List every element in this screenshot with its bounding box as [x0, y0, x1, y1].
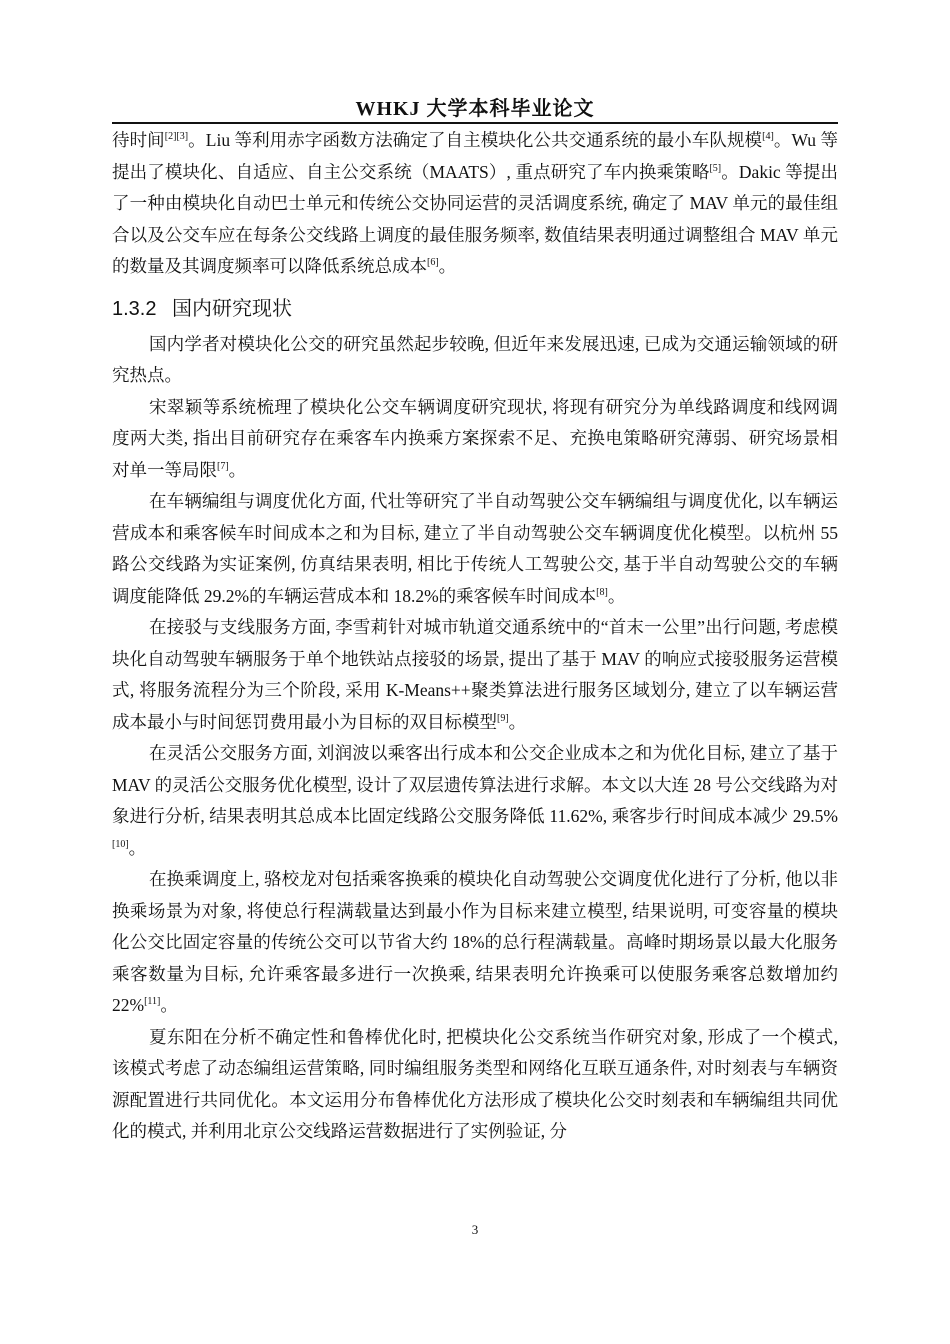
section-title: 国内研究现状: [172, 297, 292, 320]
paragraph-tail: 。: [607, 585, 626, 606]
paragraph-tail: 。: [508, 711, 527, 732]
paragraph-text: 在灵活公交服务方面, 刘润波以乘客出行成本和公交企业成本之和为优化目标, 建立了基于 MAV 的灵活公交服务优化模型, 设计了双层遗传算法进行求解。本文以大连 28 号公交线路为对象进行分析, 结果表明其总成本比固定线路公交服务降低 11.62%, 乘客步行时间成本减少 29.5%: [112, 743, 838, 826]
paragraph-foreign-research-continued: [112, 125, 838, 283]
paragraph: [112, 738, 838, 864]
citation-ref: [11]: [144, 996, 161, 1008]
paragraph-text: 。Wu 等提出了模块化、自适应、自主公交系统（MAATS）, 重点研究了车内换乘策略: [112, 130, 838, 182]
paragraph-text: 国内学者对模块化公交的研究虽然起步较晚, 但近年来发展迅速, 已成为交通运输领域的研究热点。: [112, 333, 838, 385]
paragraph-text: 夏东阳在分析不确定性和鲁棒优化时, 把模块化公交系统当作研究对象, 形成了一个模式, 该模式考虑了动态编组运营策略, 同时编组服务类型和网络化互联互通条件, 对时刻表与车辆资源配置进行共同优化。本文运用分布鲁棒优化方法形成了模块化公交时刻表和车辆编组共同优化的模式, 并利用北京公交线路运营数据进行了实例验证, 分: [112, 1026, 838, 1141]
citation-ref: [10]: [112, 838, 129, 850]
paragraph: [112, 1022, 838, 1148]
paragraph-tail: 。: [128, 837, 147, 858]
citation-ref: [6]: [427, 257, 439, 269]
paragraph-text: 。Dakic 等提出了一种由模块化自动巴士单元和传统公交协同运营的灵活调度系统, 确定了 MAV 单元的最佳组合以及公交车应在每条公交线路上调度的最佳服务频率, 数值结果表明通过调整组合 MAV 单元的数量及其调度频率可以降低系统总成本: [112, 161, 838, 276]
paragraph-text: 宋翠颖等系统梳理了模块化公交车辆调度研究现状, 将现有研究分为单线路调度和线网调度两大类, 指出目前研究存在乘客车内换乘方案探索不足、充换电策略研究薄弱、研究场景相对单一等局限: [112, 396, 838, 480]
paragraph-text: 在车辆编组与调度优化方面, 代壮等研究了半自动驾驶公交车辆编组与调度优化, 以车辆运营成本和乘客候车时间成本之和为目标, 建立了半自动驾驶公交车辆调度优化模型。以杭州 55 路公交线路为实证案例, 仿真结果表明, 相比于传统人工驾驶公交, 基于半自动驾驶公交的车辆调度能降低 29.2%的车辆运营成本和 18.2%的乘客候车时间成本: [112, 491, 838, 606]
citation-ref: [8]: [596, 586, 608, 598]
paragraph: [112, 486, 838, 612]
paragraph: [112, 392, 838, 487]
page-header-title: WHKJ 大学本科毕业论文: [355, 98, 595, 120]
citation-ref: [7]: [217, 460, 229, 472]
paragraph: [112, 612, 838, 738]
paragraph-tail: 。: [228, 459, 247, 480]
paragraph-text: 在接驳与支线服务方面, 李雪莉针对城市轨道交通系统中的“首末一公里”出行问题, 考虑模块化自动驾驶车辆服务于单个地铁站点接驳的场景, 提出了基于 MAV 的响应式接驳服务运营模式, 将服务流程分为三个阶段, 采用 K-Means++聚类算法进行服务区域划分, 建立了以车辆运营成本最小与时间惩罚费用最小为目标的双目标模型: [112, 617, 838, 732]
paragraph-tail: 。: [160, 995, 178, 1015]
paragraph-text: 待时间: [112, 130, 165, 150]
section-heading: [112, 293, 838, 325]
paragraph-text: 在换乘调度上, 骆校龙对包括乘客换乘的模块化自动驾驶公交调度优化进行了分析, 他以非换乘场景为对象, 将使总行程满载量达到最小作为目标来建立模型, 结果说明, 可变容量的模块化公交比固定容量的传统公交可以节省大约 18%的总行程满载量。高峰时期场景以最大化服务乘客数量为目标, 允许乘客最多进行一次换乘, 结果表明允许换乘可以使服务乘客总数增加约 22%: [112, 869, 838, 1015]
citation-ref: [2][3]: [164, 131, 189, 143]
paragraph-text: 。Liu 等利用赤字函数方法确定了自主模块化公共交通系统的最小车队规模: [188, 130, 763, 150]
document-body: [112, 125, 838, 1148]
paragraph: [112, 864, 838, 1022]
header-divider: [112, 122, 838, 124]
page-number: 3: [471, 1222, 479, 1237]
citation-ref: [4]: [762, 131, 774, 143]
section-number: 1.3.2: [112, 297, 157, 320]
paragraph-text: 。: [438, 256, 457, 276]
paragraph: [112, 329, 838, 392]
citation-ref: [5]: [709, 162, 722, 174]
citation-ref: [9]: [497, 712, 509, 724]
